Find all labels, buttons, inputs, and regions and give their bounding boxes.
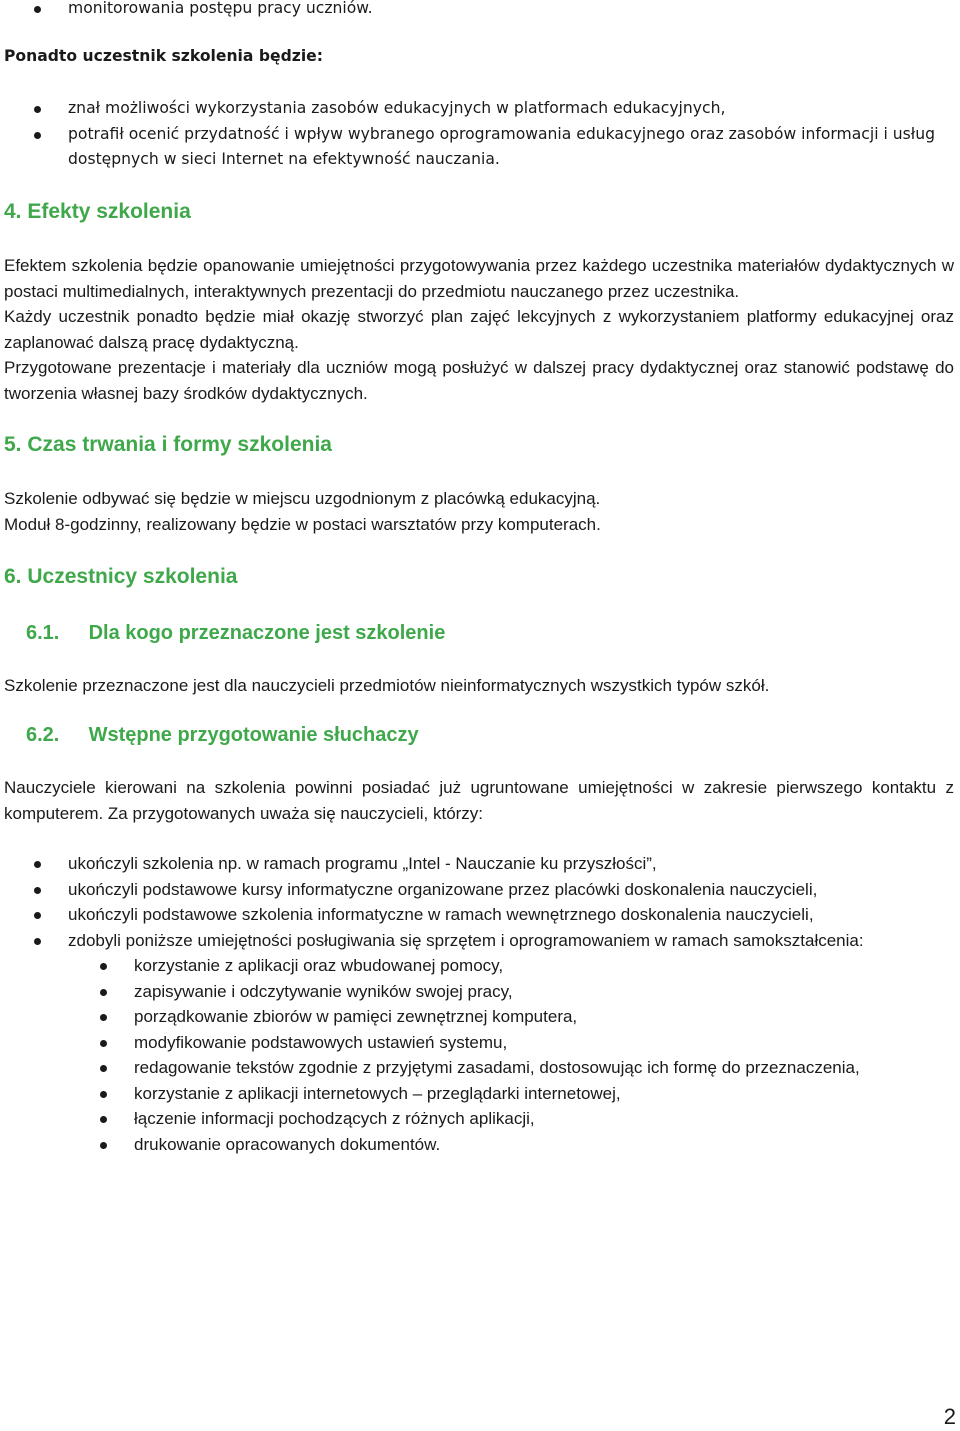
- paragraph: Szkolenie przeznaczone jest dla nauczycieli przedmiotów nieinformatycznych wszystkich typów szkół.: [4, 676, 770, 695]
- subsection-6-2-body: [0, 775, 960, 826]
- paragraph: Efektem szkolenia będzie opanowanie umiejętności przygotowywania przez każdego uczestnika materiałów dydaktycznych w postaci multimedialnych, interaktywnych prezentacji do przedmiotu nauczanego przez uczestnika.: [4, 256, 954, 301]
- section-number: 6.: [4, 565, 22, 588]
- subsection-number: 6.1.: [26, 622, 60, 644]
- section-number: 5.: [4, 433, 22, 456]
- paragraph: Moduł 8-godzinny, realizowany będzie w postaci warsztatów przy komputerach.: [4, 514, 601, 534]
- sublist-item: drukowanie opracowanych dokumentów.: [0, 1132, 960, 1158]
- sublist-item: zapisywanie i odczytywanie wyników swojej pracy,: [0, 979, 960, 1005]
- section-5-heading: [0, 433, 960, 457]
- section-title: Efekty szkolenia: [27, 200, 191, 223]
- list-item: potrafił ocenić przydatność i wpływ wybranego oprogramowania edukacyjnego oraz zasobów informacji i usług dostępnych w sieci Internet na efektywność nauczania.: [0, 122, 956, 173]
- top-bullet-list: [0, 0, 960, 22]
- paragraph: Każdy uczestnik ponadto będzie miał okazję stworzyć plan zajęć lekcyjnych z wykorzystaniem platformy edukacyjnej oraz zaplanować dalszą pracę dydaktyczną.: [4, 307, 954, 352]
- subsection-6-1-body: [0, 673, 960, 699]
- list-item: ukończyli podstawowe szkolenia informatyczne w ramach wewnętrznego doskonalenia nauczycieli,: [0, 902, 960, 928]
- paragraph: Przygotowane prezentacje i materiały dla uczniów mogą posłużyć w dalszej pracy dydaktycznej oraz stanowić podstawę do tworzenia własnej bazy środków dydaktycznych.: [4, 358, 954, 403]
- list-item: znał możliwości wykorzystania zasobów edukacyjnych w platformach edukacyjnych,: [0, 96, 956, 122]
- section-number: 4.: [4, 200, 22, 223]
- subsection-title: Dla kogo przeznaczone jest szkolenie: [88, 622, 446, 644]
- section-5-body: [0, 486, 960, 537]
- sublist-item: łączenie informacji pochodzących z różnych aplikacji,: [0, 1106, 960, 1132]
- sublist-item: porządkowanie zbiorów w pamięci zewnętrznej komputera,: [0, 1004, 960, 1030]
- paragraph: Szkolenie odbywać się będzie w miejscu uzgodnionym z placówką edukacyjną.: [4, 489, 601, 508]
- preparation-list: [0, 851, 960, 953]
- section-title: Uczestnicy szkolenia: [27, 565, 238, 588]
- section-4-heading: [0, 200, 960, 224]
- list-item: zdobyli poniższe umiejętności posługiwania się sprzętem i oprogramowaniem w ramach samokształcenia:: [0, 928, 960, 954]
- section-6-heading: [0, 565, 960, 589]
- subsection-6-1-heading: [0, 622, 960, 645]
- paragraph: Nauczyciele kierowani na szkolenia powinni posiadać już ugruntowane umiejętności w zakresie pierwszego kontaktu z komputerem. Za przygotowanych uważa się nauczycieli, którzy:: [4, 778, 954, 823]
- skills-sublist: [0, 953, 960, 1157]
- sublist-item: redagowanie tekstów zgodnie z przyjętymi zasadami, dostosowując ich formę do przeznaczenia,: [0, 1055, 960, 1081]
- sublist-item: korzystanie z aplikacji oraz wbudowanej pomocy,: [0, 953, 960, 979]
- page-number: 2: [943, 1404, 956, 1429]
- intro-heading: Ponadto uczestnik szkolenia będzie:: [4, 47, 323, 65]
- subsection-number: 6.2.: [26, 724, 60, 746]
- section-title: Czas trwania i formy szkolenia: [27, 433, 332, 456]
- subsection-6-2-heading: [0, 724, 960, 747]
- list-item: ukończyli szkolenia np. w ramach programu „Intel - Nauczanie ku przyszłości”,: [0, 851, 960, 877]
- subsection-title: Wstępne przygotowanie słuchaczy: [88, 724, 419, 746]
- list-item: monitorowania postępu pracy uczniów.: [0, 0, 960, 22]
- intro-bullet-list: [0, 96, 960, 173]
- sublist-item: modyfikowanie podstawowych ustawień systemu,: [0, 1030, 960, 1056]
- section-4-body: [0, 253, 960, 406]
- list-item: ukończyli podstawowe kursy informatyczne organizowane przez placówki doskonalenia nauczycieli,: [0, 877, 960, 903]
- sublist-item: korzystanie z aplikacji internetowych – przeglądarki internetowej,: [0, 1081, 960, 1107]
